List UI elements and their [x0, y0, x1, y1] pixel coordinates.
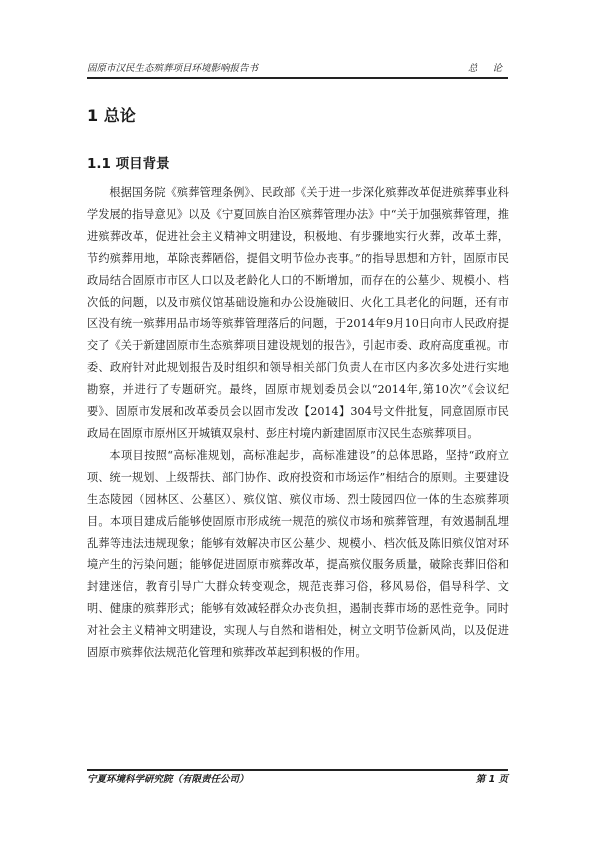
page-footer: [87, 771, 508, 787]
page-number: 第 1 页: [475, 774, 508, 785]
paragraph-2: 本项目按照“高标准规划，高标准起步，高标准建设”的总体思路，坚持“政府立项、统一规划、上级帮扶、部门协作、政府投资和市场运作”相结合的原则。主要建设生态陵园（园林区、公墓区）、殡仪馆、殡仪市场、烈士陵园四位一体的生态殡葬项目。本项目建成后能够使固原市形成统一规范的殡仪市场和殡葬管理，有效遏制乱埋乱葬等违法违规现象；能够有效解决市区公墓少、规模小、档次低及陈旧殡仪馆对环境产生的污染问题；能够促进固原市殡葬改革，提高殡仪服务质量，破除丧葬旧俗和封建迷信，教育引导广大群众转变观念，规范丧葬习俗，移风易俗，倡导科学、文明、健康的殡葬形式；能够有效减轻群众办丧负担，遏制丧葬市场的恶性竞争。同时对社会主义精神文明建设，实现人与自然和谐相处，树立文明节俭新风尚，以及促进固原市殡葬依法规范化管理和殡葬改革起到积极的作用。: [87, 448, 509, 660]
organization-name: 宁夏环境科学研究院（有限责任公司）: [87, 774, 249, 785]
header-rule: [87, 77, 508, 79]
section-heading: 1.1 项目背景: [87, 156, 170, 172]
paragraph-1: 根据国务院《殡葬管理条例》、民政部《关于进一步深化殡葬改革促进殡葬事业科学发展的指导意见》以及《宁夏回族自治区殡葬管理办法》中“关于加强殡葬管理，推进殡葬改革，促进社会主义精神文明建设，积极地、有步骤地实行火葬，改革土葬，节约殡葬用地，革除丧葬陋俗，提倡文明节俭办丧事。”的指导思想和方针，固原市民政局结合固原市市区人口以及老龄化人口的不断增加，而存在的公墓少、规模小、档次低的问题，以及市殡仪馆基础设施和办公设施破旧、火化工具老化的问题，还有市区没有统一殡葬用品市场等殡葬管理落后的问题，于2014年9月10日向市人民政府提交了《关于新建固原市生态殡葬项目建设规划的报告》，引起市委、政府高度重视。市委、政府针对此规划报告及时组织和领导相关部门负责人在市区内多次多处进行实地勘察，并进行了专题研究。最终，固原市规划委员会以“2014年,第10次”《会议纪要》、固原市发展和改革委员会以固市发改【2014】304号文件批复，同意固原市民政局在固原市原州区开城镇双泉村、彭庄村境内新建固原市汉民生态殡葬项目。: [87, 186, 509, 440]
page-header: [87, 60, 508, 76]
body-text: [87, 182, 509, 664]
section-label: 总 论: [467, 63, 508, 74]
document-title: 固原市汉民生态殡葬项目环境影响报告书: [87, 63, 259, 74]
chapter-heading: 1 总论: [87, 106, 136, 125]
